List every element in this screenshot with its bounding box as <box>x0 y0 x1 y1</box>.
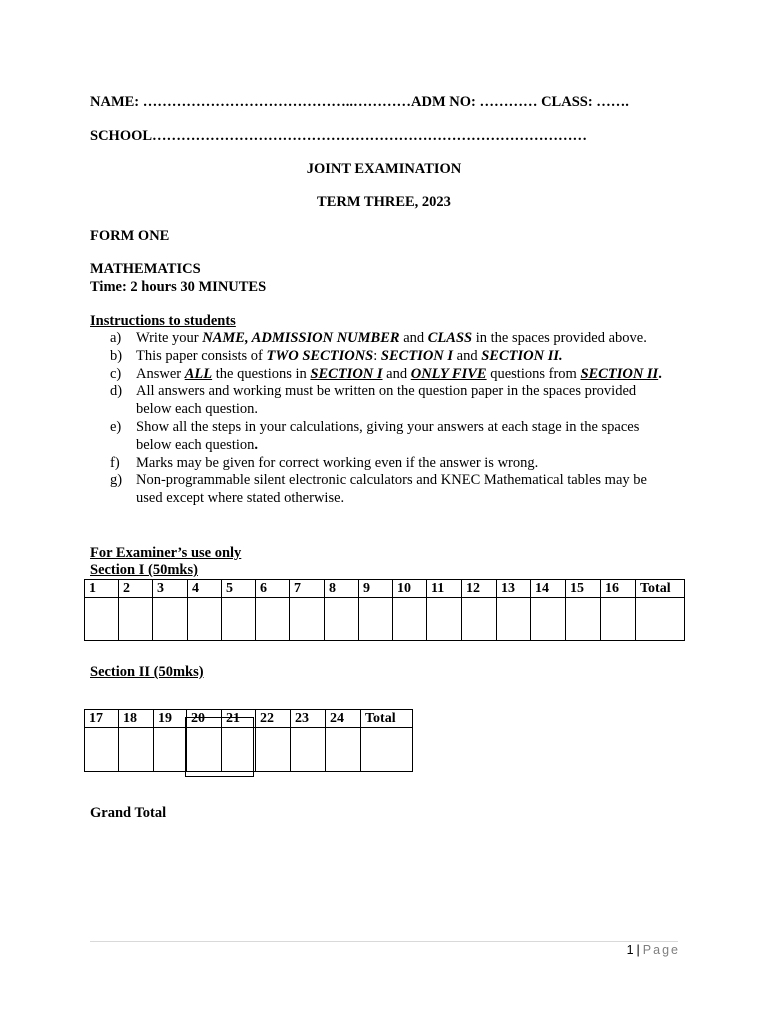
section1-score-cell[interactable] <box>325 598 359 641</box>
section1-score-row <box>85 598 685 641</box>
instruction-c-emphasis-2: SECTION I <box>310 365 383 382</box>
instruction-f-text: Marks may be given for correct working even if the answer is wrong. <box>136 454 539 471</box>
instruction-b-label: b) <box>110 347 123 364</box>
overlapping-text-box <box>185 717 254 777</box>
section2-score-cell[interactable] <box>326 728 361 772</box>
instruction-b-emphasis-1: TWO SECTIONS <box>266 347 374 364</box>
section1-col-7: 7 <box>290 580 325 598</box>
section2-total-cell[interactable] <box>361 728 413 772</box>
section1-score-cell[interactable] <box>497 598 531 641</box>
section1-score-cell[interactable] <box>153 598 188 641</box>
instruction-e-period: . <box>254 436 259 453</box>
section1-col-13: 13 <box>497 580 531 598</box>
section1-score-cell[interactable] <box>188 598 222 641</box>
instruction-b-text-2: : <box>373 347 381 364</box>
instructions-heading: Instructions to students <box>90 313 236 329</box>
section1-col-2: 2 <box>119 580 153 598</box>
section1-label: Section I (50mks) <box>90 562 198 578</box>
instruction-a <box>110 330 670 348</box>
section2-col-19: 19 <box>154 710 187 728</box>
section2-score-cell[interactable] <box>154 728 187 772</box>
section1-col-16: 16 <box>601 580 636 598</box>
instruction-d-text: All answers and working must be written on the question paper in the spaces provided below each question. <box>136 383 637 418</box>
section1-score-cell[interactable] <box>222 598 256 641</box>
instruction-c-text-4: questions from <box>486 365 581 382</box>
section1-col-4: 4 <box>188 580 222 598</box>
footer-divider <box>90 941 678 942</box>
section1-col-total: Total <box>636 580 685 598</box>
section2-score-cell[interactable] <box>85 728 119 772</box>
section1-col-14: 14 <box>531 580 566 598</box>
section1-score-cell[interactable] <box>566 598 601 641</box>
instruction-b-emphasis-2: SECTION I <box>380 347 454 364</box>
section1-score-cell[interactable] <box>290 598 325 641</box>
instruction-b <box>110 348 670 366</box>
instruction-c-emphasis-3: ONLY FIVE <box>410 365 487 382</box>
section2-col-18: 18 <box>119 710 154 728</box>
instruction-c-text-2: the questions in <box>212 365 311 382</box>
section2-col-17: 17 <box>85 710 119 728</box>
instruction-f-label: f) <box>110 454 120 471</box>
section1-score-cell[interactable] <box>531 598 566 641</box>
section1-score-cell[interactable] <box>601 598 636 641</box>
time-label: Time: 2 hours 30 MINUTES <box>90 279 267 295</box>
instruction-c <box>110 366 670 384</box>
instruction-c-emphasis-1: ALL <box>184 365 213 382</box>
section1-col-3: 3 <box>153 580 188 598</box>
instruction-d-label: d) <box>110 383 123 400</box>
instruction-e-text: Show all the steps in your calculations, giving your answers at each stage in the spaces below each question <box>136 418 640 453</box>
page-footer <box>600 943 680 957</box>
section1-col-11: 11 <box>427 580 462 598</box>
section2-label: Section II (50mks) <box>90 664 204 680</box>
instruction-a-emphasis-1: NAME, ADMISSION NUMBER <box>202 330 400 346</box>
instruction-c-text: Answer <box>136 365 185 382</box>
section1-col-15: 15 <box>566 580 601 598</box>
instruction-b-text: This paper consists of <box>136 347 267 364</box>
form-label: FORM ONE <box>90 228 170 244</box>
section1-col-8: 8 <box>325 580 359 598</box>
section2-col-21: 21 <box>222 710 256 728</box>
section1-marks-table <box>84 579 685 641</box>
instruction-g-label: g) <box>110 472 123 489</box>
instruction-b-emphasis-3: SECTION II. <box>481 347 563 364</box>
section2-score-cell[interactable] <box>291 728 326 772</box>
section1-score-cell[interactable] <box>119 598 153 641</box>
section1-col-1: 1 <box>85 580 119 598</box>
examiner-heading: For Examiner’s use only <box>90 545 242 561</box>
section1-total-cell[interactable] <box>636 598 685 641</box>
instruction-a-emphasis-2: CLASS <box>427 330 473 346</box>
section2-col-24: 24 <box>326 710 361 728</box>
instruction-a-text-2: and <box>399 330 428 346</box>
name-adm-class-line: NAME: ……………………………………..…………ADM NO: ………… CLASS: ……. <box>90 94 629 110</box>
page-separator: | <box>636 943 640 957</box>
instruction-g-text: Non-programmable silent electronic calculators and KNEC Mathematical tables may be used except where stated otherwise. <box>136 472 647 507</box>
section2-score-cell[interactable] <box>119 728 154 772</box>
section1-col-9: 9 <box>359 580 393 598</box>
section1-col-6: 6 <box>256 580 290 598</box>
section2-col-22: 22 <box>256 710 291 728</box>
grand-total-label: Grand Total <box>90 805 167 821</box>
section2-col-20: 20 <box>187 710 222 728</box>
section1-score-cell[interactable] <box>256 598 290 641</box>
instruction-c-label: c) <box>110 365 122 382</box>
section1-score-cell[interactable] <box>427 598 462 641</box>
section2-score-cell[interactable] <box>256 728 291 772</box>
section1-score-cell[interactable] <box>85 598 119 641</box>
instruction-c-text-3: and <box>382 365 411 382</box>
section2-col-total: Total <box>361 710 413 728</box>
instructions-list <box>110 330 670 508</box>
subject-label: MATHEMATICS <box>90 261 201 277</box>
section2-col-23: 23 <box>291 710 326 728</box>
section1-score-cell[interactable] <box>393 598 427 641</box>
page-number: 1 <box>626 943 634 957</box>
instruction-d <box>110 383 670 419</box>
instruction-f <box>110 455 670 473</box>
section1-col-12: 12 <box>462 580 497 598</box>
instruction-e-label: e) <box>110 418 122 435</box>
section1-score-cell[interactable] <box>462 598 497 641</box>
section1-header-row <box>85 580 685 598</box>
exam-title: JOINT EXAMINATION <box>306 161 462 177</box>
page-label: Page <box>642 943 680 957</box>
instruction-g <box>110 472 670 508</box>
instruction-e <box>110 419 670 455</box>
section1-score-cell[interactable] <box>359 598 393 641</box>
exam-term: TERM THREE, 2023 <box>317 194 451 210</box>
instruction-b-text-3: and <box>453 347 482 364</box>
instruction-c-period: . <box>658 365 662 382</box>
school-line: SCHOOL……………………………………………………………………………… <box>90 128 588 144</box>
instruction-a-label: a) <box>110 330 122 346</box>
instruction-c-emphasis-4: SECTION II <box>580 365 659 382</box>
instruction-a-text-3: in the spaces provided above. <box>472 330 647 346</box>
section1-col-5: 5 <box>222 580 256 598</box>
instruction-a-text: Write your <box>136 330 203 346</box>
section1-col-10: 10 <box>393 580 427 598</box>
